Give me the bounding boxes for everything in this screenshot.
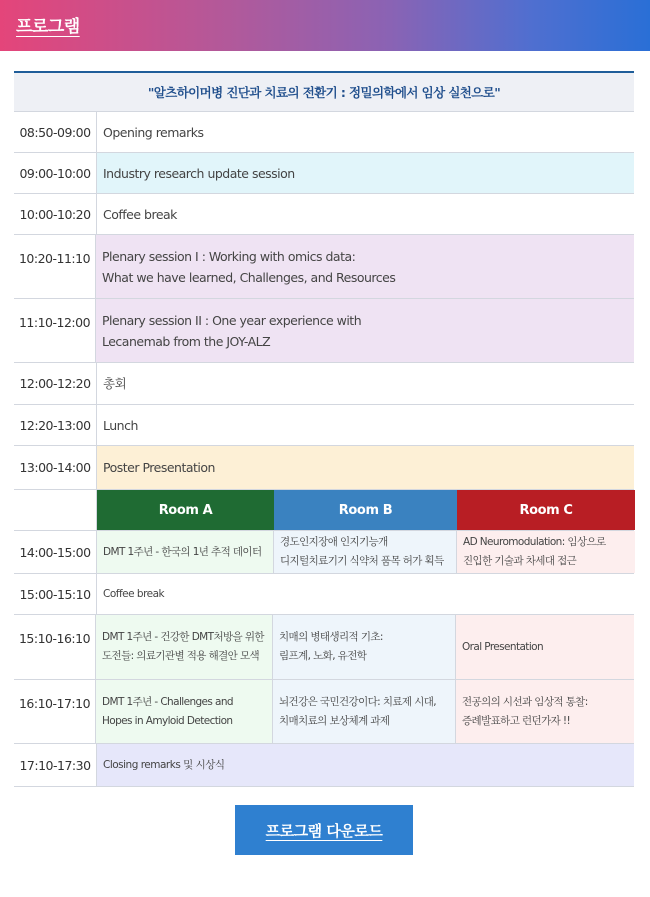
table-row xyxy=(14,531,634,574)
table-row xyxy=(14,235,634,299)
session-title: Plenary session I : Working with omics data: What we have learned, Challenges, and Resources xyxy=(96,235,634,298)
session-title: Opening remarks xyxy=(103,124,204,140)
table-row xyxy=(14,405,634,446)
session-time: 15:10-16:10 xyxy=(14,615,96,679)
page-title: 프로그램 xyxy=(16,17,80,37)
table-row xyxy=(14,299,634,363)
empty-time-cell xyxy=(14,490,97,530)
room-headers xyxy=(97,490,635,530)
room-b-session: 치매의 병태생리적 기초: 림프계, 노화, 유전학 xyxy=(273,615,456,679)
session-title: Coffee break xyxy=(103,587,165,600)
room-a-session: DMT 1주년 - 건강한 DMT처방을 위한 도전들: 의료기관별 적용 해결안 모색 xyxy=(96,615,273,679)
program-caption: "알츠하이머병 진단과 치료의 전환기 : 정밀의학에서 임상 실천으로" xyxy=(14,73,634,112)
session-time: 08:50-09:00 xyxy=(14,112,97,152)
table-row xyxy=(14,615,634,680)
session-time: 11:10-12:00 xyxy=(14,299,96,362)
table-row xyxy=(14,153,634,194)
room-a-session: DMT 1주년 - 한국의 1년 추적 데이터 xyxy=(97,531,274,573)
session-time: 14:00-15:00 xyxy=(14,531,97,573)
session-title: Coffee break xyxy=(103,206,177,222)
room-header-row xyxy=(14,490,634,531)
room-c-session: 전공의의 시선과 임상적 통찰: 증례발표하고 런던가자 !! xyxy=(456,680,634,743)
room-a-session: DMT 1주년 - Challenges and Hopes in Amyloid Detection xyxy=(96,680,273,743)
program-table xyxy=(14,71,634,787)
session-time: 10:00-10:20 xyxy=(14,194,97,234)
page-header xyxy=(0,0,650,51)
session-time: 10:20-11:10 xyxy=(14,235,96,298)
room-c-session: Oral Presentation xyxy=(456,615,634,679)
session-time: 12:20-13:00 xyxy=(14,405,97,445)
room-b-session: 뇌건강은 국민건강이다: 치료제 시대, 치매치료의 보상체계 과제 xyxy=(273,680,456,743)
room-c-session: AD Neuromodulation: 임상으로 진입한 기술과 차세대 접근 xyxy=(457,531,635,573)
room-cells xyxy=(96,680,634,743)
table-row xyxy=(14,744,634,787)
table-row xyxy=(14,363,634,405)
table-row xyxy=(14,446,634,490)
table-row xyxy=(14,112,634,153)
session-title: Plenary session II : One year experience with Lecanemab from the JOY-ALZ xyxy=(96,299,634,362)
session-title: Industry research update session xyxy=(97,153,634,193)
session-title: Lunch xyxy=(103,417,138,433)
session-time: 15:00-15:10 xyxy=(14,574,97,614)
table-row xyxy=(14,574,634,615)
program-download-button[interactable]: 프로그램 다운로드 xyxy=(235,805,413,855)
session-time: 12:00-12:20 xyxy=(14,363,97,404)
session-time: 17:10-17:30 xyxy=(14,744,97,786)
table-row xyxy=(14,680,634,744)
session-title: Closing remarks 및 시상식 xyxy=(97,744,634,786)
room-cells xyxy=(97,531,635,573)
session-time: 13:00-14:00 xyxy=(14,446,97,489)
session-title: 총회 xyxy=(103,376,127,391)
room-a-header: Room A xyxy=(97,490,274,530)
table-row xyxy=(14,194,634,235)
room-cells xyxy=(96,615,634,679)
session-time: 09:00-10:00 xyxy=(14,153,97,193)
room-b-header: Room B xyxy=(274,490,457,530)
room-b-session: 경도인지장애 인지기능개 디지털치료기기 식약처 품목 허가 획득 xyxy=(274,531,457,573)
session-title: Poster Presentation xyxy=(97,446,634,489)
session-time: 16:10-17:10 xyxy=(14,680,96,743)
room-c-header: Room C xyxy=(457,490,635,530)
